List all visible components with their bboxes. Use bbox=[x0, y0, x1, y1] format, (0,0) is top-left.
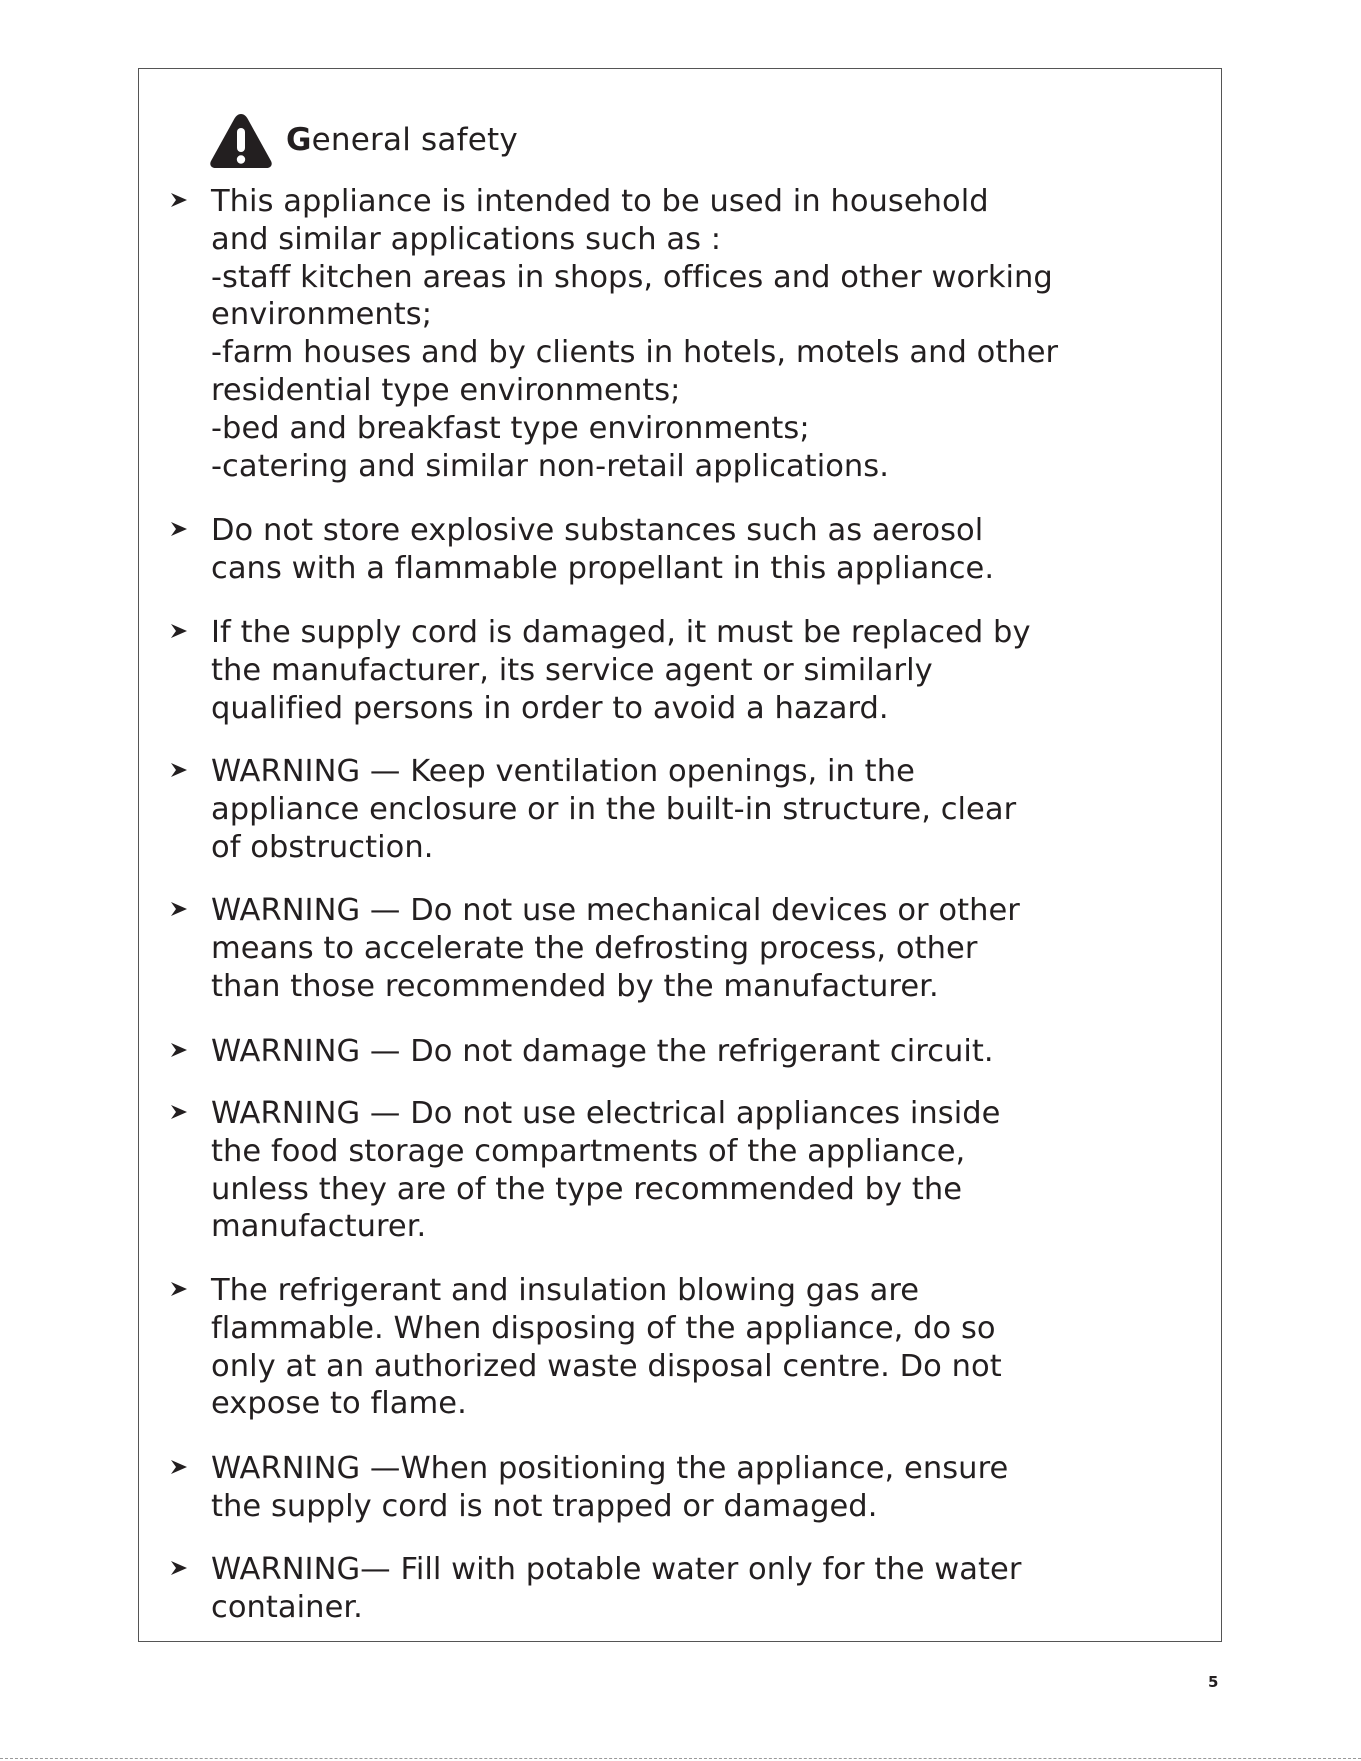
list-item-line: WARNING — Do not use electrical appliances inside bbox=[211, 1096, 1001, 1131]
arrowhead-bullet-icon bbox=[170, 191, 188, 209]
list-item-line: If the supply cord is damaged, it must be replaced by bbox=[211, 615, 1031, 650]
list-item-line: only at an authorized waste disposal centre. Do not bbox=[211, 1348, 1002, 1384]
warning-triangle-icon bbox=[208, 111, 274, 169]
list-item-line: cans with a flammable propellant in this appliance. bbox=[211, 550, 995, 586]
list-item-line: of obstruction. bbox=[211, 829, 434, 865]
list-item-line: WARNING — Do not damage the refrigerant circuit. bbox=[211, 1034, 994, 1069]
section-heading bbox=[208, 110, 518, 170]
list-item-line: and similar applications such as : bbox=[211, 221, 722, 257]
list-item-line: WARNING — Do not use mechanical devices or other bbox=[211, 893, 1020, 928]
list-item-line: than those recommended by the manufacturer. bbox=[211, 968, 939, 1004]
arrowhead-bullet-icon bbox=[170, 520, 188, 538]
page-number: 5 bbox=[1208, 1673, 1219, 1691]
list-item-line: This appliance is intended to be used in household bbox=[211, 184, 989, 219]
arrowhead-bullet-icon bbox=[170, 622, 188, 640]
list-item-line: unless they are of the type recommended by the bbox=[211, 1171, 963, 1207]
arrowhead-bullet-icon bbox=[170, 1458, 188, 1476]
list-item-line: WARNING — Keep ventilation openings, in the bbox=[211, 754, 915, 789]
list-item-line: appliance enclosure or in the built-in structure, clear bbox=[211, 791, 1017, 827]
arrowhead-bullet-icon bbox=[170, 1103, 188, 1121]
list-item-line: The refrigerant and insulation blowing gas are bbox=[211, 1273, 920, 1308]
list-item-line: means to accelerate the defrosting process, other bbox=[211, 930, 978, 966]
list-item-line: -farm houses and by clients in hotels, motels and other bbox=[211, 335, 1059, 371]
list-item-line: residential type environments; bbox=[211, 372, 681, 408]
list-item-line: WARNING —When positioning the appliance, ensure bbox=[211, 1451, 1009, 1486]
list-item-line: flammable. When disposing of the appliance, do so bbox=[211, 1310, 996, 1346]
arrowhead-bullet-icon bbox=[170, 900, 188, 918]
list-item-line: -catering and similar non-retail applications. bbox=[211, 448, 889, 484]
list-item-line: -staff kitchen areas in shops, offices and other working bbox=[211, 259, 1053, 295]
list-item-line: the manufacturer, its service agent or similarly bbox=[211, 652, 933, 688]
arrowhead-bullet-icon bbox=[170, 1041, 188, 1059]
arrowhead-bullet-icon bbox=[170, 1280, 188, 1298]
list-item-line: -bed and breakfast type environments; bbox=[211, 410, 810, 446]
list-item-line: container. bbox=[211, 1589, 363, 1625]
arrowhead-bullet-icon bbox=[170, 761, 188, 779]
list-item-line: environments; bbox=[211, 297, 433, 333]
list-item-line: Do not store explosive substances such as aerosol bbox=[211, 513, 984, 548]
list-item-line: qualified persons in order to avoid a hazard. bbox=[211, 690, 889, 726]
list-item-line: WARNING— Fill with potable water only for the water bbox=[211, 1552, 1022, 1587]
list-item-line: the supply cord is not trapped or damaged. bbox=[211, 1488, 878, 1524]
list-item-line: the food storage compartments of the appliance, bbox=[211, 1133, 966, 1169]
page-title: General safety bbox=[286, 122, 518, 158]
list-item-line: manufacturer. bbox=[211, 1209, 427, 1245]
page-edge-rule bbox=[0, 1758, 1361, 1759]
arrowhead-bullet-icon bbox=[170, 1559, 188, 1577]
list-item-line: expose to flame. bbox=[211, 1386, 467, 1422]
